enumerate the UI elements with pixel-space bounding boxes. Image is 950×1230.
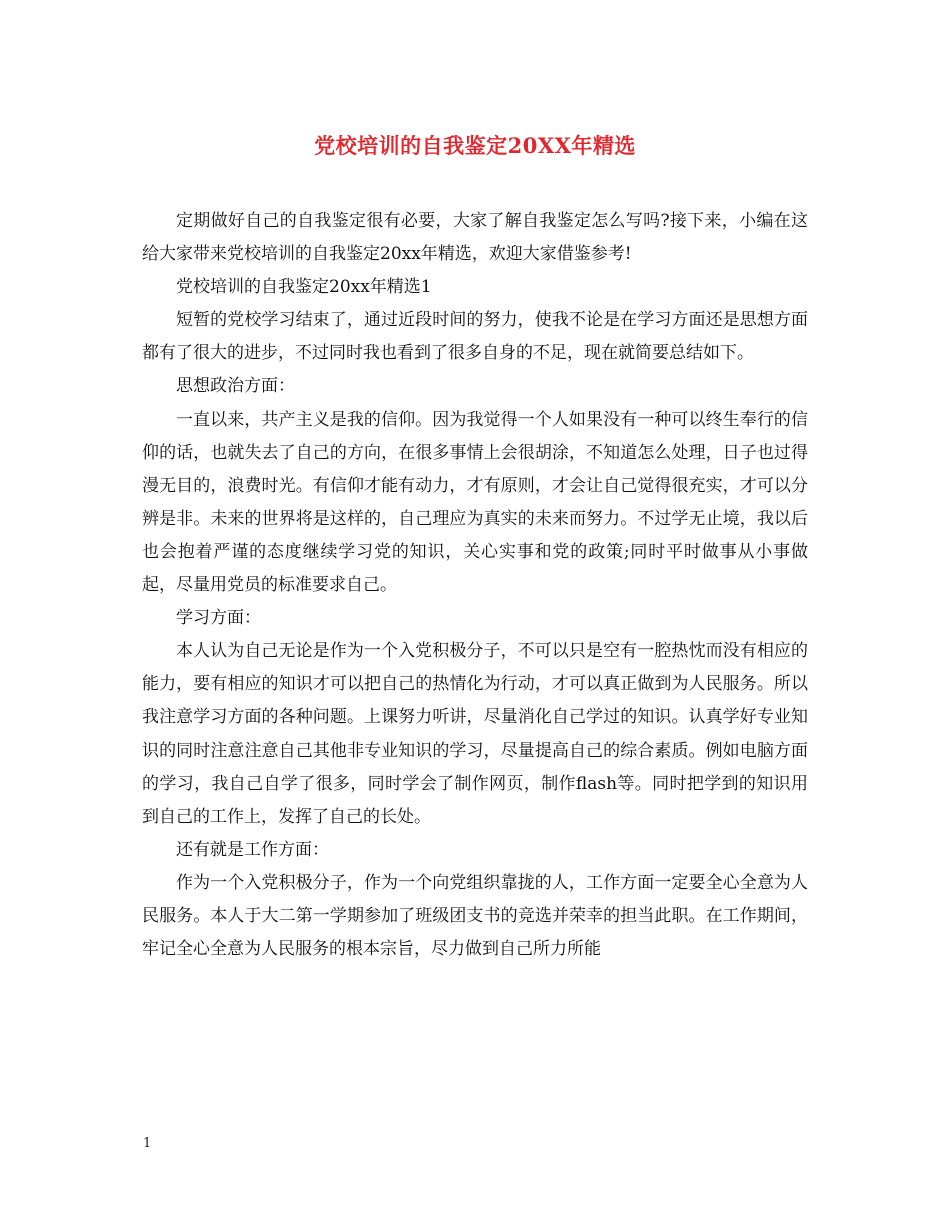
paragraph-intro: 定期做好自己的自我鉴定很有必要，大家了解自我鉴定怎么写吗?接下来，小编在这给大家带来党校培训的自我鉴定20xx年精选，欢迎大家借鉴参考!	[142, 211, 808, 265]
document-title: 党校培训的自我鉴定20XX年精选	[314, 133, 636, 158]
subheading-study: 学习方面：	[176, 608, 261, 629]
paragraph-ideology: 一直以来，共产主义是我的信仰。因为我觉得一个人如果没有一种可以终生奉行的信仰的话，也就失去了自己的方向，在很多事情上会很胡涂，不知道怎么处理，日子也过得漫无目的，浪费时光。有信仰才能有动力，才有原则，才会让自己觉得很充实，才可以分辨是非。未来的世界将是这样的，自己理应为真实的未来而努力。不过学无止境，我以后也会抱着严谨的态度继续学习党的知识，关心实事和党的政策;同时平时做事从小事做起，尽量用党员的标准要求自己。	[142, 409, 808, 596]
document-body	[142, 205, 808, 966]
paragraph-study: 本人认为自己无论是作为一个入党积极分子，不可以只是空有一腔热忱而没有相应的能力，要有相应的知识才可以把自己的热情化为行动，才可以真正做到为人民服务。所以我注意学习方面的各种问题。上课努力听讲，尽量消化自己学过的知识。认真学好专业知识的同时注意注意自己其他非专业知识的学习，尽量提高自己的综合素质。例如电脑方面的学习，我自己自学了很多，同时学会了制作网页，制作flash等。同时把学到的知识用到自己的工作上，发挥了自己的长处。	[142, 641, 808, 827]
paragraph-summary: 短暂的党校学习结束了，通过近段时间的努力，使我不论是在学习方面还是思想方面都有了很大的进步，不过同时我也看到了很多自身的不足，现在就简要总结如下。	[142, 310, 808, 364]
subheading-ideology: 思想政治方面：	[176, 376, 295, 397]
paragraph-work: 作为一个入党积极分子，作为一个向党组织靠拢的人，工作方面一定要全心全意为人民服务。本人于大二第一学期参加了班级团支书的竞选并荣幸的担当此职。在工作期间，牢记全心全意为人民服务的根本宗旨，尽力做到自己所力所能	[142, 872, 808, 960]
subheading-work: 还有就是工作方面：	[176, 839, 329, 860]
section-heading-1: 党校培训的自我鉴定20xx年精选1	[176, 277, 432, 298]
page-number: 1	[143, 1136, 152, 1151]
